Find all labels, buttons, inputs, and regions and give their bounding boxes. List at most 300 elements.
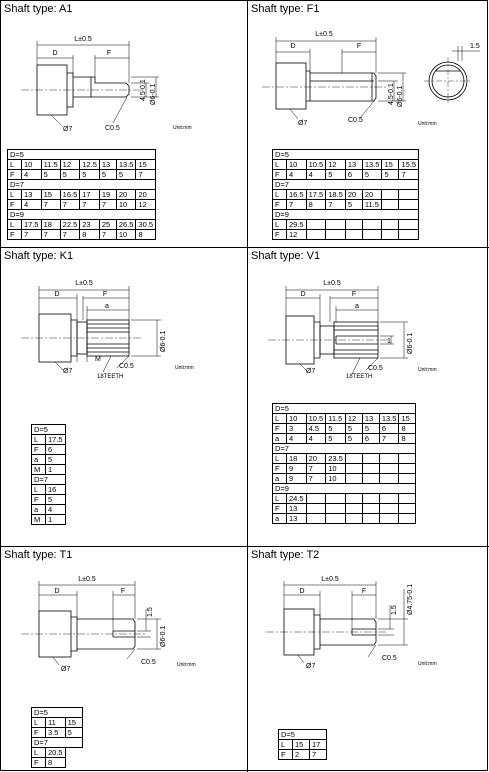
table-cell: 12	[136, 200, 156, 210]
table-cell	[399, 454, 416, 464]
table-row	[32, 728, 83, 738]
dim-m-k1: M	[95, 356, 101, 363]
table-cell	[362, 494, 379, 504]
table-group-label: D=5	[32, 425, 66, 435]
table-row	[8, 150, 156, 160]
table-cell	[362, 220, 382, 230]
table-cell: 7	[326, 200, 346, 210]
table-row	[273, 444, 416, 454]
table-row	[273, 484, 416, 494]
table-cell: 7	[306, 474, 326, 484]
table-cell: 4	[46, 505, 66, 515]
table-cell: 13.5	[362, 160, 382, 170]
table-cell	[345, 454, 362, 464]
table-cell	[379, 514, 399, 524]
cell-t2	[248, 547, 489, 772]
table-cell	[399, 474, 416, 484]
table-cell: 15	[136, 160, 156, 170]
dim-dia7-t1: Ø7	[61, 666, 71, 673]
table-row-header: L	[273, 494, 287, 504]
table-cell: 20	[306, 454, 326, 464]
table-cell: 7	[399, 170, 419, 180]
table-row	[273, 514, 416, 524]
table-cell: 10	[326, 474, 346, 484]
table-cell: 4	[287, 434, 307, 444]
table-row	[273, 464, 416, 474]
flange-f1	[276, 63, 306, 109]
table-row-header: L	[273, 414, 287, 424]
table-group-label: D=7	[273, 444, 416, 454]
table-cell: 18	[41, 220, 60, 230]
table-row	[32, 425, 66, 435]
table-cell: 20	[362, 190, 382, 200]
table-row	[279, 740, 327, 750]
table-row	[32, 495, 66, 505]
cell-t1	[1, 547, 247, 772]
table-cell: 7	[41, 230, 60, 240]
table-cell: 13	[362, 414, 379, 424]
table-cell	[306, 220, 326, 230]
table-cell: 7	[306, 464, 326, 474]
table-cell: 4	[287, 170, 307, 180]
table-cell: 17	[80, 190, 100, 200]
table-cell	[382, 230, 399, 240]
table-cell: 7	[22, 230, 42, 240]
table-cell: 12	[287, 230, 307, 240]
table-row	[8, 190, 156, 200]
table-cell: 10	[287, 160, 307, 170]
teeth-k1: 18TEETH	[97, 374, 124, 380]
table-cell	[399, 200, 419, 210]
table-row-header: L	[279, 740, 293, 750]
table-cell: 25	[99, 220, 116, 230]
table-row-header: F	[8, 200, 22, 210]
table-row	[32, 758, 83, 768]
table-cell	[326, 514, 346, 524]
table-cell: 15	[293, 740, 310, 750]
table-cell	[399, 190, 419, 200]
table-row	[273, 454, 416, 464]
table-cell: 17.5	[22, 220, 42, 230]
dim-f-t2: F	[361, 588, 367, 595]
dim-dia7-f1: Ø7	[298, 120, 308, 127]
table-cell: 7	[80, 200, 100, 210]
table-row	[273, 160, 419, 170]
table-row-header: F	[32, 758, 46, 768]
dim-dia-a1: Ø6-0.1	[150, 83, 157, 105]
table-cell: 5	[345, 200, 362, 210]
table-group-label: D=9	[273, 210, 419, 220]
table-cell: 12	[60, 160, 80, 170]
cell-a1	[1, 1, 247, 247]
table-cell	[399, 514, 416, 524]
table-row-header: a	[32, 505, 46, 515]
table-cell: 13	[99, 160, 116, 170]
table-row-header: L	[32, 748, 46, 758]
table-cell: 7	[287, 200, 307, 210]
table-k1	[31, 424, 66, 525]
table-cell: 5	[362, 170, 382, 180]
table-cell: 3	[287, 424, 307, 434]
table-cell: 5	[46, 495, 66, 505]
table-cell: 11.5	[41, 160, 60, 170]
table-cell: 8	[399, 434, 416, 444]
table-row	[273, 190, 419, 200]
dim-ch-t2: C0.5	[382, 655, 397, 662]
title-k1: Shaft type: K1	[4, 250, 74, 262]
table-cell: 5	[362, 424, 379, 434]
table-group-label: D=5	[273, 150, 419, 160]
table-cell: 12	[345, 414, 362, 424]
table-row	[32, 748, 83, 758]
table-cell: 7	[379, 434, 399, 444]
table-row	[273, 494, 416, 504]
table-cell: 15	[65, 718, 82, 728]
table-row	[32, 515, 66, 525]
table-cell: 13.5	[379, 414, 399, 424]
table-row	[273, 220, 419, 230]
table-row	[273, 474, 416, 484]
unit-a1: Unit:mm	[173, 125, 192, 131]
table-cell: 10.5	[306, 160, 326, 170]
table-cell: 26.5	[116, 220, 136, 230]
table-group-label: D=5	[8, 150, 156, 160]
table-cell: 20	[116, 190, 136, 200]
table-row-header: a	[273, 434, 287, 444]
table-row	[32, 465, 66, 475]
table-cell: 5	[116, 170, 136, 180]
table-cell: 12.5	[80, 160, 100, 170]
table-cell	[362, 454, 379, 464]
table-group-label: D=5	[273, 404, 416, 414]
table-cell	[399, 230, 419, 240]
table-cell: 5	[345, 424, 362, 434]
cell-k1	[1, 248, 247, 546]
dim-dia-v1: Ø6-0.1	[407, 332, 414, 354]
table-row-header: a	[32, 455, 46, 465]
table-cell: 20	[345, 190, 362, 200]
table-row-header: L	[273, 220, 287, 230]
table-cell: 5	[326, 170, 346, 180]
table-cell: 18	[287, 454, 307, 464]
table-row-header: L	[8, 190, 22, 200]
table-cell: 6	[345, 170, 362, 180]
table-cell: 4	[306, 170, 326, 180]
dim-dia-t1: Ø6-0.1	[160, 625, 167, 647]
table-row	[32, 485, 66, 495]
unit-f1: Unit:mm	[418, 121, 437, 127]
table-cell	[345, 504, 362, 514]
table-f1	[272, 149, 419, 240]
dim-dia-k1: Ø6-0.1	[160, 330, 167, 352]
dim-l-t1: L±0.5	[78, 576, 96, 583]
table-t1	[31, 707, 83, 768]
table-cell: 11.5	[326, 414, 346, 424]
table-group-label: D=9	[8, 210, 156, 220]
table-cell: 12	[326, 160, 346, 170]
table-row-header: F	[8, 170, 22, 180]
table-cell: 16	[46, 485, 66, 495]
table-row	[279, 730, 327, 740]
table-cell: 1	[46, 515, 66, 525]
dim-w-t1: 1.5	[147, 607, 154, 617]
dim-dia7-v1: Ø7	[306, 368, 316, 375]
dim-l-a1: L±0.5	[74, 36, 92, 43]
table-row-header: F	[32, 445, 46, 455]
table-cell: 10	[116, 200, 136, 210]
table-cell: 5	[46, 455, 66, 465]
table-row	[32, 505, 66, 515]
table-group-label: D=7	[32, 738, 83, 748]
table-group-label: D=5	[279, 730, 327, 740]
table-cell: 7	[41, 200, 60, 210]
table-cell: 8	[80, 230, 100, 240]
table-row	[32, 445, 66, 455]
dim-l-k1: L±0.5	[75, 280, 93, 287]
table-cell	[306, 504, 326, 514]
table-row	[273, 230, 419, 240]
table-cell	[362, 504, 379, 514]
cell-v1	[248, 248, 489, 546]
table-cell: 4	[306, 434, 326, 444]
table-cell	[379, 494, 399, 504]
table-cell: 15	[399, 414, 416, 424]
table-cell: 7	[60, 200, 80, 210]
dim-f-a1: F	[106, 50, 112, 57]
table-cell: 17.5	[306, 190, 326, 200]
table-cell: 19	[99, 190, 116, 200]
dim-w-t2: 1.5	[391, 605, 398, 615]
table-cell: 22.5	[60, 220, 80, 230]
table-row-header: F	[32, 728, 46, 738]
dim-d-a1: D	[52, 50, 58, 57]
table-cell: 29.5	[287, 220, 307, 230]
table-cell	[345, 474, 362, 484]
table-cell	[399, 220, 419, 230]
table-cell: 7	[60, 230, 80, 240]
table-cell: 9	[287, 464, 307, 474]
table-cell: 5	[326, 424, 346, 434]
table-row	[273, 434, 416, 444]
table-cell: 10	[326, 464, 346, 474]
table-cell: 5	[65, 728, 82, 738]
dim-dia7-t2: Ø7	[306, 663, 316, 670]
table-cell: 16.5	[287, 190, 307, 200]
table-cell	[399, 464, 416, 474]
table-cell: 18.5	[326, 190, 346, 200]
dim-dia7-a1: Ø7	[63, 126, 73, 133]
dim-f-k1: F	[102, 291, 108, 298]
table-row-header: F	[279, 750, 293, 760]
table-row	[8, 160, 156, 170]
table-row	[273, 424, 416, 434]
table-row	[273, 210, 419, 220]
table-row-header: F	[273, 504, 287, 514]
dim-ch-t1: C0.5	[141, 659, 156, 666]
table-row-header: L	[273, 190, 287, 200]
table-cell	[382, 200, 399, 210]
table-cell	[362, 474, 379, 484]
table-cell	[399, 494, 416, 504]
dim-f-f1: F	[356, 43, 362, 50]
table-row-header: a	[273, 514, 287, 524]
table-row	[273, 504, 416, 514]
table-cell	[379, 504, 399, 514]
table-cell: 5	[80, 170, 100, 180]
table-row	[279, 750, 327, 760]
table-cell	[306, 230, 326, 240]
table-row-header: F	[273, 424, 287, 434]
dim-ch-a1: C0.5	[105, 125, 120, 132]
table-row-header: L	[32, 718, 46, 728]
table-cell: 13	[345, 160, 362, 170]
table-cell: 5	[99, 170, 116, 180]
table-cell: 23.5	[326, 454, 346, 464]
table-cell: 5	[382, 170, 399, 180]
unit-k1: Unit:mm	[175, 365, 194, 371]
table-cell: 8	[399, 424, 416, 434]
table-cell: 7	[99, 230, 116, 240]
table-row-header: F	[273, 464, 287, 474]
table-row-header: F	[273, 230, 287, 240]
table-cell: 2	[293, 750, 310, 760]
dim-d-k1: D	[54, 291, 60, 298]
dim-l-v1: L±0.5	[323, 280, 341, 287]
table-row	[8, 170, 156, 180]
table-cell: 10	[287, 414, 307, 424]
table-row-header: a	[273, 474, 287, 484]
dim-dia-t2: Ø4.75-0.1	[407, 583, 414, 615]
dim-d-f1: D	[290, 43, 296, 50]
table-cell	[345, 230, 362, 240]
table-cell: 9	[287, 474, 307, 484]
table-cell	[382, 190, 399, 200]
table-cell: 24.5	[287, 494, 307, 504]
table-cell: 23	[80, 220, 100, 230]
dim-one-v1: 1	[387, 338, 391, 345]
dim-ch-k1: C0.5	[119, 363, 134, 370]
table-cell: 10	[116, 230, 136, 240]
table-row-header: M	[32, 515, 46, 525]
table-cell: 4	[22, 170, 42, 180]
table-row	[273, 180, 419, 190]
table-cell: 11.5	[362, 200, 382, 210]
table-v1	[272, 403, 416, 524]
table-row-header: F	[273, 200, 287, 210]
table-cell	[345, 514, 362, 524]
table-cell	[345, 494, 362, 504]
table-row	[8, 180, 156, 190]
table-cell	[362, 514, 379, 524]
dim-ch-v1: C0.5	[368, 365, 383, 372]
dim-d-t2: D	[299, 588, 305, 595]
title-t2: Shaft type: T2	[251, 549, 320, 561]
table-group-label: D=7	[8, 180, 156, 190]
table-row	[273, 404, 416, 414]
table-cell	[326, 494, 346, 504]
table-row	[273, 150, 419, 160]
table-cell: 6	[362, 434, 379, 444]
table-cell: 4.5	[306, 424, 326, 434]
table-cell: 1	[46, 465, 66, 475]
table-cell: 13.5	[116, 160, 136, 170]
table-row-header: L	[8, 160, 22, 170]
table-cell	[362, 464, 379, 474]
table-cell: 13	[22, 190, 42, 200]
unit-t1: Unit:mm	[177, 662, 196, 668]
dim-f-t1: F	[120, 588, 126, 595]
table-row-header: L	[273, 454, 287, 464]
table-cell: 17	[310, 740, 327, 750]
table-row-header: L	[32, 435, 46, 445]
table-cell: 15	[41, 190, 60, 200]
table-cell: 7	[99, 200, 116, 210]
table-a1	[7, 149, 156, 240]
table-cell	[345, 220, 362, 230]
table-cell	[399, 504, 416, 514]
table-row	[273, 170, 419, 180]
dim-h-f1: 4.5-0.1	[388, 83, 395, 105]
table-cell: 7	[310, 750, 327, 760]
table-cell	[379, 454, 399, 464]
table-group-label: D=7	[273, 180, 419, 190]
dim-h-a1: 4.5-0.1	[140, 79, 147, 101]
table-cell: 13	[287, 514, 307, 524]
table-row-header: L	[273, 160, 287, 170]
table-cell: 6	[379, 424, 399, 434]
dim-ch-f1: C0.5	[348, 117, 363, 124]
table-row-header: F	[273, 170, 287, 180]
table-row	[32, 455, 66, 465]
unit-v1: Unit:mm	[418, 367, 437, 373]
dim-a-k1: a	[105, 303, 109, 310]
table-cell	[326, 504, 346, 514]
table-cell: 5	[60, 170, 80, 180]
table-cell	[379, 474, 399, 484]
table-group-label: D=5	[32, 708, 83, 718]
table-cell	[379, 464, 399, 474]
table-group-label: D=9	[273, 484, 416, 494]
table-cell	[326, 230, 346, 240]
table-cell: 5	[345, 434, 362, 444]
table-cell: 8	[46, 758, 66, 768]
table-cell: 30.5	[136, 220, 156, 230]
table-cell	[382, 220, 399, 230]
table-cell: 10	[22, 160, 42, 170]
table-cell: 8	[306, 200, 326, 210]
table-t2	[278, 729, 327, 760]
table-cell	[362, 230, 382, 240]
dim-l-f1: L±0.5	[315, 31, 333, 38]
table-cell	[345, 464, 362, 474]
table-cell: 10.5	[306, 414, 326, 424]
cell-f1	[248, 1, 489, 247]
table-row-header: L	[32, 485, 46, 495]
table-group-label: D=7	[32, 475, 66, 485]
table-row	[32, 708, 83, 718]
table-cell: 16.5	[60, 190, 80, 200]
dim-dia7-k1: Ø7	[63, 368, 73, 375]
table-row	[32, 718, 83, 728]
table-cell	[306, 494, 326, 504]
dim-w-f1: 1.5	[470, 43, 480, 50]
table-cell: 20.5	[46, 748, 66, 758]
table-row-header: F	[8, 230, 22, 240]
dim-a-v1: a	[355, 303, 359, 310]
table-cell: 15	[382, 160, 399, 170]
table-row-header: F	[32, 495, 46, 505]
title-f1: Shaft type: F1	[251, 3, 320, 15]
